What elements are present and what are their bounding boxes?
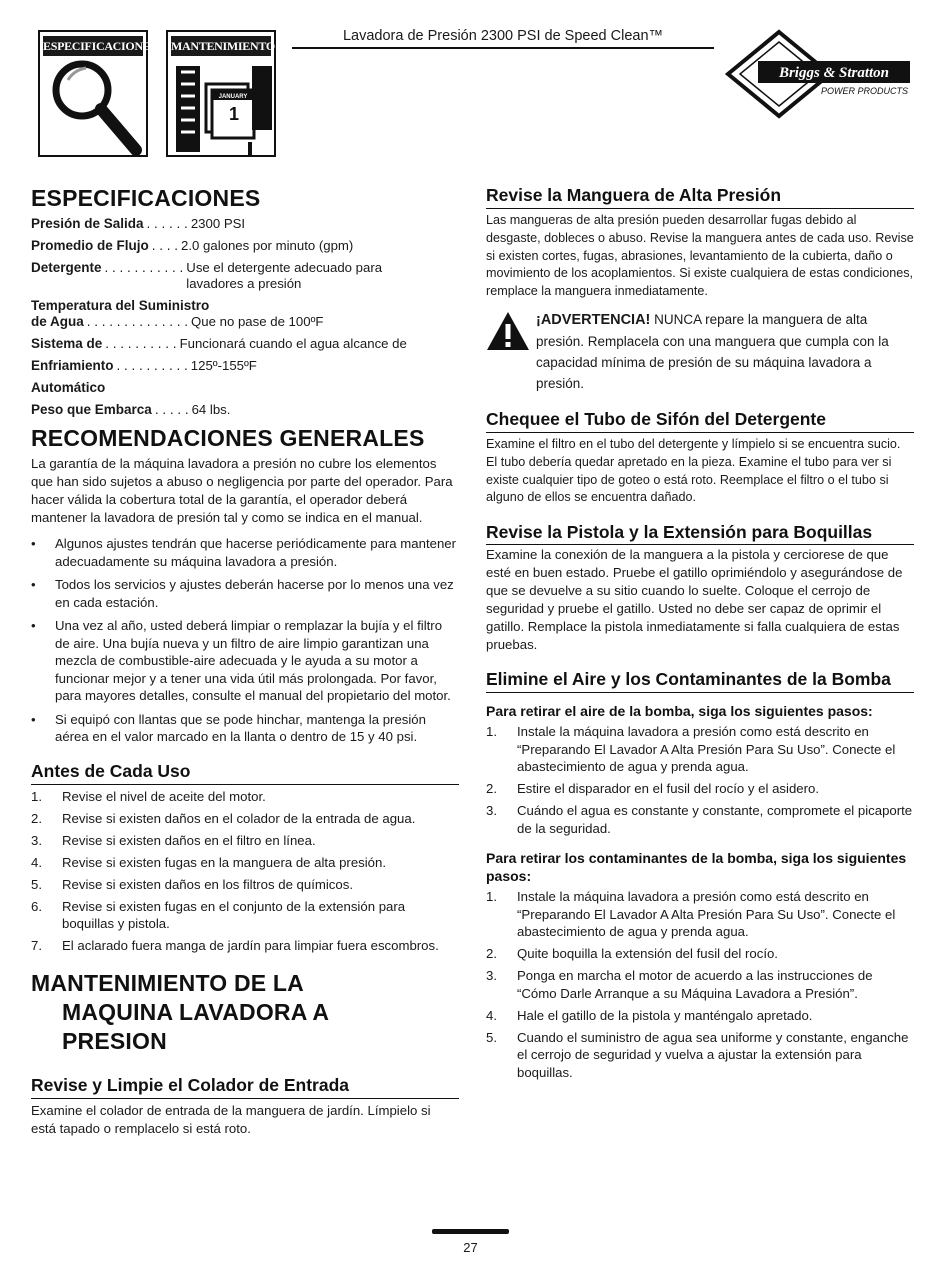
list-item <box>486 888 914 941</box>
calendar-month-text: JANUARY <box>218 94 248 100</box>
right-column <box>486 184 914 1086</box>
spec-value: Que no pase de 100ºF <box>191 314 324 329</box>
spec-row <box>31 216 459 232</box>
step-text: El aclarado fuera manga de jardín para limpiar fuera escombros. <box>62 938 439 953</box>
step-number: 3. <box>486 968 497 984</box>
briggs-stratton-logo <box>724 28 914 120</box>
left-column <box>31 184 459 1138</box>
warning-triangle-icon <box>486 311 530 351</box>
list-item <box>31 876 459 894</box>
list-item: • Algunos ajustes tendrán que hacerse periódicamente para mantener adecuadamente su máquina lavadora a presión. <box>31 535 459 570</box>
maintenance-heading: MANTENIMIENTO DE LA MAQUINA LAVADORA A PRESION <box>31 969 329 1054</box>
step-number: 2. <box>486 781 497 797</box>
step-text: Ponga en marcha el motor de acuerdo a las instrucciones de “Cómo Darle Arranque a su Máquina Lavadora a Presión”. <box>517 968 873 1001</box>
list-item <box>486 723 914 776</box>
list-item <box>486 780 914 798</box>
step-number: 1. <box>31 788 42 804</box>
page-number: 27 <box>463 1240 478 1255</box>
step-text: Instale la máquina lavadora a presión como está descrito en “Preparando El Lavador A Alta Presión Para Su Uso”. Conecte el abastecimiento de agua y prenda agua. <box>517 889 896 940</box>
list-item <box>31 788 459 806</box>
list-item <box>31 898 459 933</box>
step-text: Revise si existen daños en el colador de la entrada de agua. <box>62 810 416 826</box>
contaminant-removal-list <box>486 888 914 1081</box>
step-text: Revise el nivel de aceite del motor. <box>62 788 266 804</box>
step-text: Cuando el suministro de agua sea uniforme y constante, enganche el cerrojo de seguridad y vuelva a ajustar la extensión para boquillas. <box>517 1029 909 1080</box>
step-number: 2. <box>31 810 42 826</box>
spec-label: Presión de Salida <box>31 216 144 231</box>
general-recommendations-heading: RECOMENDACIONES GENERALES <box>31 425 425 451</box>
warning-text <box>536 309 914 394</box>
specifications-icon-box <box>38 30 157 157</box>
logo-tagline-text: POWER PRODUCTS <box>820 86 908 96</box>
spec-row <box>31 298 459 314</box>
siphon-tube-text: Examine el filtro en el tubo del detergente y límpielo si se encuentra sucio. El tubo debería quedar apretado en la pieza. Examine el tubo para ver si existe cualquier tipo de goteo o está roto. Reemplace el filtro o el tubo si alguno de ellos se encuentra dañado. <box>486 436 901 505</box>
specifications-list <box>31 216 459 418</box>
list-item: • Una vez al año, usted deberá limpiar o remplazar la bujía y el filtro de aire. Una bujía nueva y un filtro de aire limpio garantizan una mezcla de combustible-aire adecuada y le ayuda a su motor a funcionar mejor y a tener una vida útil más prolongada. Por favor, para mayores detalles, consulte el manual del propietario del motor. <box>31 617 459 705</box>
step-text: Estire el disparador en el fusil del rocío y el asidero. <box>517 781 819 797</box>
svg-text:1: 1 <box>228 104 240 124</box>
contaminant-removal-subheading: Para retirar los contaminantes de la bomba, siga los siguientes pasos: <box>486 850 907 885</box>
air-removal-list <box>486 723 914 837</box>
list-item <box>31 937 459 955</box>
spec-dots: . . . . . <box>154 402 189 417</box>
spec-dots: . . . . . . . . . . <box>116 358 188 373</box>
spec-dots: . . . . . . <box>146 216 188 231</box>
specifications-heading: ESPECIFICACIONES <box>31 185 261 211</box>
spec-value: 64 lbs. <box>191 402 231 417</box>
inlet-strainer-heading: Revise y Limpie el Colador de Entrada <box>31 1074 459 1099</box>
gun-extension-heading: Revise la Pistola y la Extensión para Boquillas <box>486 522 873 543</box>
spec-label: Temperatura del Suministro <box>31 298 210 313</box>
before-use-list <box>31 788 459 955</box>
siphon-tube-heading: Chequee el Tubo de Sifón del Detergente <box>486 408 914 433</box>
spec-label: Detergente <box>31 260 102 275</box>
step-text: Revise si existen fugas en el conjunto de la extensión para boquillas y pistola. <box>62 898 406 931</box>
calendar-wrench-icon <box>168 32 278 159</box>
list-item: • Todos los servicios y ajustes deberán hacerse por lo menos una vez en cada estación. <box>31 576 459 611</box>
spec-value: 2.0 galones por minuto (gpm) <box>181 238 354 253</box>
list-item <box>31 832 459 850</box>
spec-dots: . . . . . . . . . . <box>105 336 177 351</box>
spec-row <box>31 260 459 292</box>
step-number: 2. <box>486 946 497 962</box>
step-number: 5. <box>31 876 42 892</box>
list-item: • Si equipó con llantas que se pode hinchar, mantenga la presión aérea en el valor marcado en la llanta o dentro de 15 y 40 psi. <box>31 711 459 746</box>
step-number: 5. <box>486 1029 497 1045</box>
specifications-icon-label: ESPECIFICACIONES <box>43 36 143 56</box>
step-number: 4. <box>486 1007 497 1023</box>
spec-label: Sistema de <box>31 336 103 351</box>
step-number: 3. <box>486 803 497 819</box>
warning-message: NUNCA repare la manguera de alta presión. Remplacela con una manguera que cumpla con la capacidad mínima de presión de su máquina lavadora a presión. <box>536 311 889 391</box>
logo-brand-text: Briggs & Stratton <box>778 65 890 81</box>
list-item <box>486 1007 914 1025</box>
spec-row <box>31 358 459 374</box>
step-number: 3. <box>31 832 42 848</box>
spec-row <box>31 314 459 330</box>
spec-dots: . . . . . . . . . . . . . . <box>86 314 189 329</box>
hose-heading: Revise la Manguera de Alta Presión <box>486 184 914 209</box>
magnifying-glass-icon <box>40 32 150 159</box>
pump-heading: Elimine el Aire y los Contaminantes de la Bomba <box>486 668 914 693</box>
warning-label: ¡ADVERTENCIA! <box>536 311 651 328</box>
maintenance-icon-box <box>166 30 276 157</box>
step-text: Revise si existen fugas en la manguera de alta presión. <box>62 854 387 870</box>
spec-row <box>31 238 459 254</box>
list-item <box>486 1029 914 1082</box>
general-recommendations-list <box>31 535 459 746</box>
spec-row <box>31 380 459 396</box>
step-number: 1. <box>486 889 497 905</box>
list-item <box>31 810 459 828</box>
step-text: Revise si existen daños en el filtro en línea. <box>62 832 316 848</box>
step-number: 1. <box>486 724 497 740</box>
list-item <box>486 802 914 837</box>
list-item <box>31 854 459 872</box>
spec-value: Use el detergente adecuado para lavadores a presión <box>186 260 383 291</box>
document-title: Lavadora de Presión 2300 PSI de Speed Clean™ <box>342 28 664 44</box>
step-number: 4. <box>31 854 42 870</box>
inlet-strainer-text: Examine el colador de entrada de la manguera de jardín. Límpielo si está tapado o remplacelo si está roto. <box>31 1102 431 1136</box>
spec-label: Peso que Embarca <box>31 402 152 417</box>
hose-text: Las mangueras de alta presión pueden desarrollar fugas debido al desgaste, dobleces o abuso. Revise la manguera antes de cada uso. Revise si existen cortes, fugas, abrasiones, levantamiento de la cubierta, daño o movimiento de los acoplamientos. Si existe cualquiera de estas condiciones, remplace la manguera inmediatamente. <box>486 213 914 299</box>
step-number: 7. <box>31 938 42 953</box>
list-item <box>486 967 914 1002</box>
general-recommendations-intro: La garantía de la máquina lavadora a presión no cubre los elementos que han sido sujetos a abuso o negligencia por parte del operador. Para hacer válida la cobertura total de la garantía, el operador deberá mantener la lavadora de presión tal y como se indica en el manual. <box>31 456 453 525</box>
footer-bar <box>432 1229 509 1234</box>
spec-row <box>31 336 459 352</box>
step-text: Revise si existen daños en los filtros de químicos. <box>62 876 353 892</box>
before-use-heading: Antes de Cada Uso <box>31 760 459 785</box>
list-item <box>486 945 914 963</box>
gun-extension-text: Examine la conexión de la manguera a la pistola y cerciorese de que esté en buen estado. Pruebe el gatillo oprimiéndolo y asegurándose de que se devuelve a su sitio cuando lo suelte. Coloque el cerrojo de seguridad y pruebe el gatillo. Usted no debe ser capaz de oprimir el gatillo. Remplace la pistola inmediatamente si falla cualquiera de estas pruebas. <box>486 544 914 654</box>
maintenance-icon-label: MANTENIMIENTO <box>171 36 271 56</box>
spec-label: Automático <box>31 380 106 395</box>
step-text: Cuándo el agua es constante y constante, compromete el picaporte de la seguridad. <box>517 803 913 836</box>
air-removal-subheading: Para retirar el aire de la bomba, siga los siguientes pasos: <box>486 703 873 720</box>
spec-value: Funcionará cuando el agua alcance de <box>179 336 407 351</box>
step-number: 6. <box>31 898 42 914</box>
spec-label: Enfriamiento <box>31 358 114 373</box>
spec-value: 125º-155ºF <box>190 358 257 373</box>
warning-block <box>486 309 914 394</box>
step-text: Quite boquilla la extensión del fusil del rocío. <box>517 946 778 962</box>
title-divider <box>292 47 714 49</box>
spec-label: de Agua <box>31 314 84 329</box>
step-text: Hale el gatillo de la pistola y manténgalo apretado. <box>517 1007 813 1023</box>
spec-dots: . . . . <box>151 238 179 253</box>
spec-row <box>31 402 459 418</box>
spec-value: 2300 PSI <box>190 216 246 231</box>
step-text: Instale la máquina lavadora a presión como está descrito en “Preparando El Lavador A Alta Presión Para Su Uso”. Conecte el abastecimiento de agua y prenda agua. <box>517 724 896 775</box>
spec-label: Promedio de Flujo <box>31 238 149 253</box>
spec-dots: . . . . . . . . . . . <box>104 260 184 275</box>
